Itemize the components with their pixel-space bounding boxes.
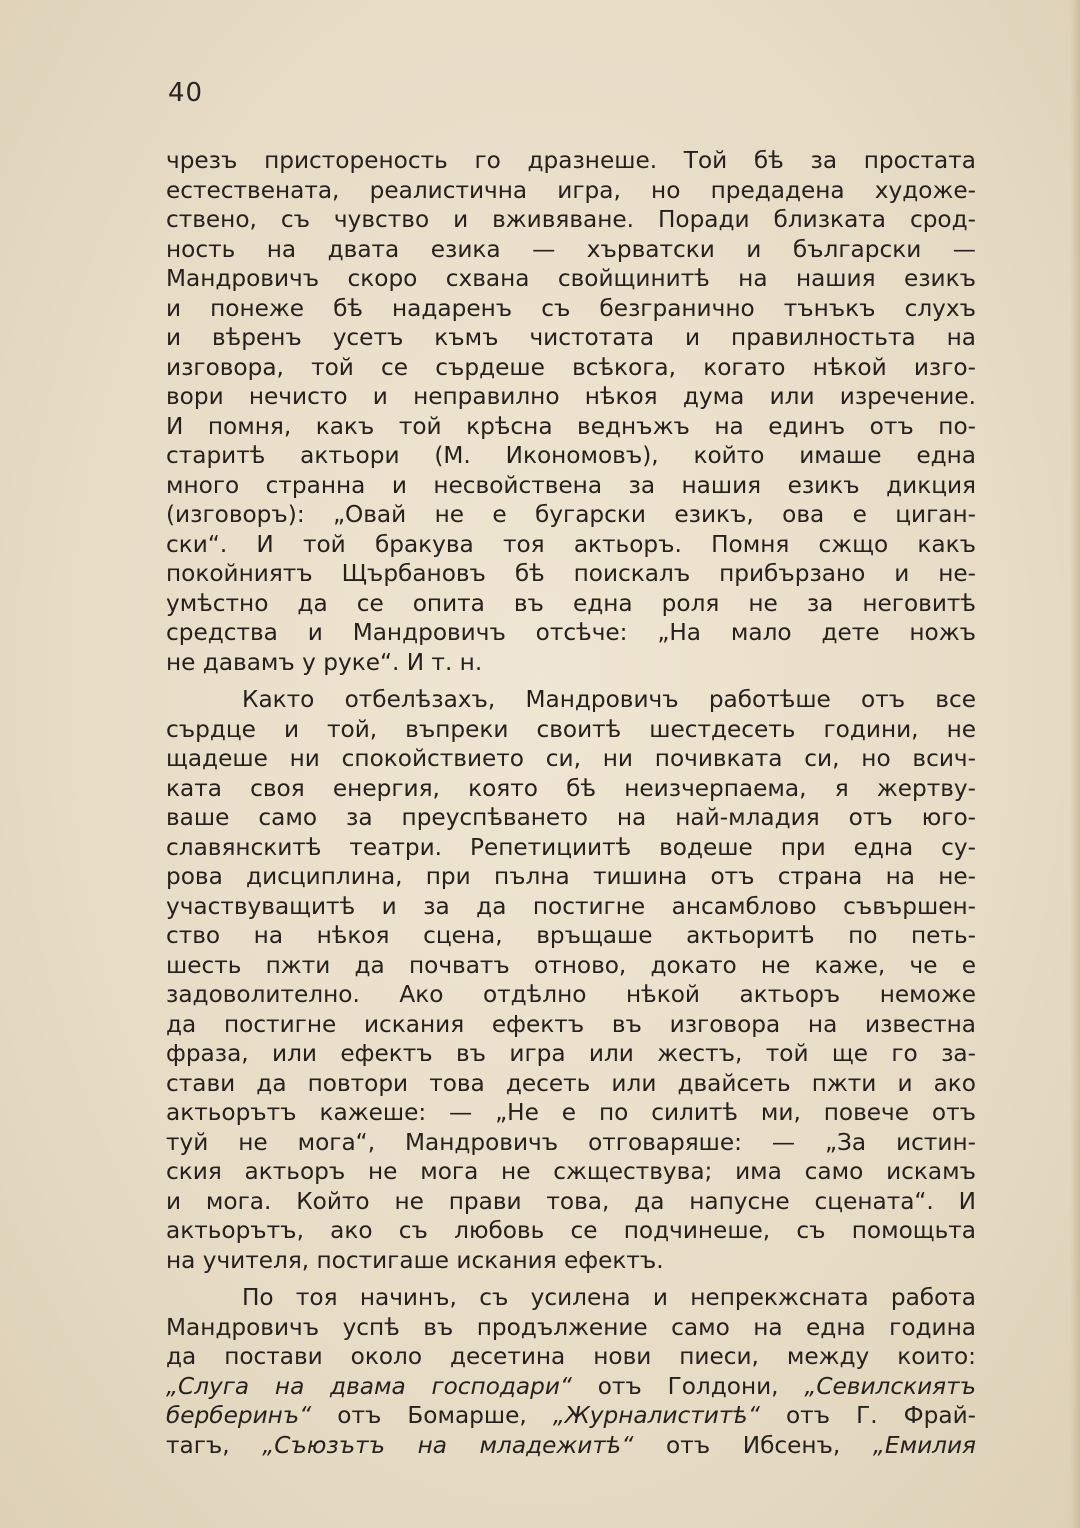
- text-line: ствено, съ чувство и вживяване. Поради близката срод-: [166, 206, 976, 233]
- text-line: Мандровичъ успѣ въ продължение само на една година: [166, 1313, 976, 1341]
- text-line: (изговоръ): „Овай не е бугарски езикъ, ова е циган-: [166, 501, 976, 528]
- text-line: ваше само за преуспѣването на най-младия отъ юго-: [166, 804, 976, 831]
- text-line: рова дисциплина, при пълна тишина отъ страна на не-: [166, 863, 976, 890]
- paragraph-3: [166, 1283, 976, 1460]
- page-text: [166, 146, 976, 1460]
- text-line: [166, 1431, 976, 1461]
- text-line: [166, 1372, 976, 1402]
- text-line: сърдце и той, въпреки своитѣ шестдесеть години, не: [166, 715, 976, 743]
- text-line: покойниятъ Щърбановъ бѣ поискалъ прибързано и не-: [166, 560, 976, 587]
- text-line: ски“. И той бракува тоя актьоръ. Помня сжщо какъ: [166, 530, 976, 558]
- text-line: и вѣренъ усетъ къмъ чистотата и правилностьта на: [166, 324, 976, 351]
- text-line: актьорътъ кажеше: — „Не е по силитѣ ми, повече отъ: [166, 1099, 976, 1126]
- text-segment: тагъ,: [166, 1431, 263, 1459]
- text-line: участвуващитѣ и за да постигне ансамблово съвършен-: [166, 892, 976, 920]
- text-line: славянскитѣ театри. Репетициитѣ водеше при една су-: [166, 833, 976, 861]
- paragraph-2: [166, 685, 976, 1275]
- text-line: чрезъ пристореность го дразнеше. Той бѣ за простата: [166, 147, 976, 174]
- text-line: задоволително. Ако отдѣлно нѣкой актьоръ неможе: [166, 981, 976, 1008]
- text-line: ность на двата езика — хърватски и български —: [166, 235, 976, 263]
- text-line: изговора, той се сърдеше всѣкога, когато нѣкой изго-: [166, 353, 976, 381]
- text-line: актьорътъ, ако съ любовь се подчинеше, съ помощьта: [166, 1217, 976, 1244]
- italic-title: „Емилия: [872, 1431, 976, 1459]
- text-line: туй не мога“, Мандровичъ отговаряше: — „За истин-: [166, 1128, 976, 1156]
- text-line: много странна и несвойствена за нашия езикъ дикция: [166, 471, 976, 499]
- text-line: старитѣ актьори (М. Икономовъ), който имаше една: [166, 442, 976, 469]
- italic-title: „Слуга на двама господари“: [166, 1372, 572, 1400]
- text-line: вори нечисто и неправилно нѣкоя дума или изречение.: [166, 383, 976, 410]
- text-line: По тоя начинъ, съ усилена и непрекжсната работа: [242, 1284, 976, 1311]
- text-segment: отъ Ибсенъ,: [633, 1431, 873, 1459]
- text-line: да постави около десетина нови пиеси, между които:: [166, 1343, 976, 1370]
- paragraph-1: [166, 146, 976, 677]
- text-line: щадеше ни спокойствието си, ни почивката си, но всич-: [166, 745, 976, 772]
- text-line: И помня, какъ той крѣсна веднъжъ на единъ отъ по-: [166, 412, 976, 440]
- text-segment: отъ Г. Фрай-: [759, 1402, 977, 1429]
- text-line: [166, 1401, 976, 1431]
- italic-title: берберинъ“: [166, 1402, 312, 1429]
- text-line: Мандровичъ скоро схвана свойщинитѣ на нашия езикъ: [166, 265, 976, 292]
- page-number: 40: [168, 78, 204, 108]
- text-line: ката своя енергия, която бѣ неизчерпаема, я жертву-: [166, 774, 976, 802]
- text-line: фраза, или ефектъ въ игра или жестъ, той ще го за-: [166, 1040, 976, 1067]
- text-line: и понеже бѣ надаренъ съ безгранично тънъкъ слухъ: [166, 294, 976, 322]
- text-segment: отъ Голдони,: [571, 1372, 805, 1400]
- italic-title: „Севилскиятъ: [804, 1372, 977, 1400]
- text-line: не давамъ у руке“. И т. н.: [166, 648, 483, 676]
- text-line: ство на нѣкоя сцена, връщаше актьоритѣ по петь-: [166, 922, 976, 949]
- text-line: и мога. Който не прави това, да напусне сцената“. И: [166, 1187, 976, 1215]
- text-segment: отъ Бомарше,: [311, 1402, 553, 1429]
- page-edge-shadow: [1070, 0, 1080, 1528]
- text-line: шесть пжти да почватъ отново, докато не каже, че е: [166, 951, 976, 979]
- italic-title: „Журналиститѣ“: [552, 1402, 760, 1429]
- text-line: естествената, реалистична игра, но предадена художе-: [166, 176, 976, 204]
- text-line: да постигне искания ефектъ въ изговора на известна: [166, 1010, 976, 1038]
- text-line: средства и Мандровичъ отсѣче: „На мало дете ножъ: [166, 619, 976, 646]
- text-line: ския актьоръ не мога не сжществува; има само искамъ: [166, 1158, 976, 1185]
- text-line: Както отбелѣзахъ, Мандровичъ работѣше отъ все: [242, 686, 976, 713]
- text-line: стави да повтори това десеть или двайсеть пжти и ако: [166, 1069, 976, 1097]
- italic-title: „Съюзътъ на младежитѣ“: [262, 1431, 634, 1459]
- text-line: умѣстно да се опита въ една роля не за неговитѣ: [166, 589, 976, 617]
- text-line: на учителя, постигаше искания ефектъ.: [166, 1246, 664, 1274]
